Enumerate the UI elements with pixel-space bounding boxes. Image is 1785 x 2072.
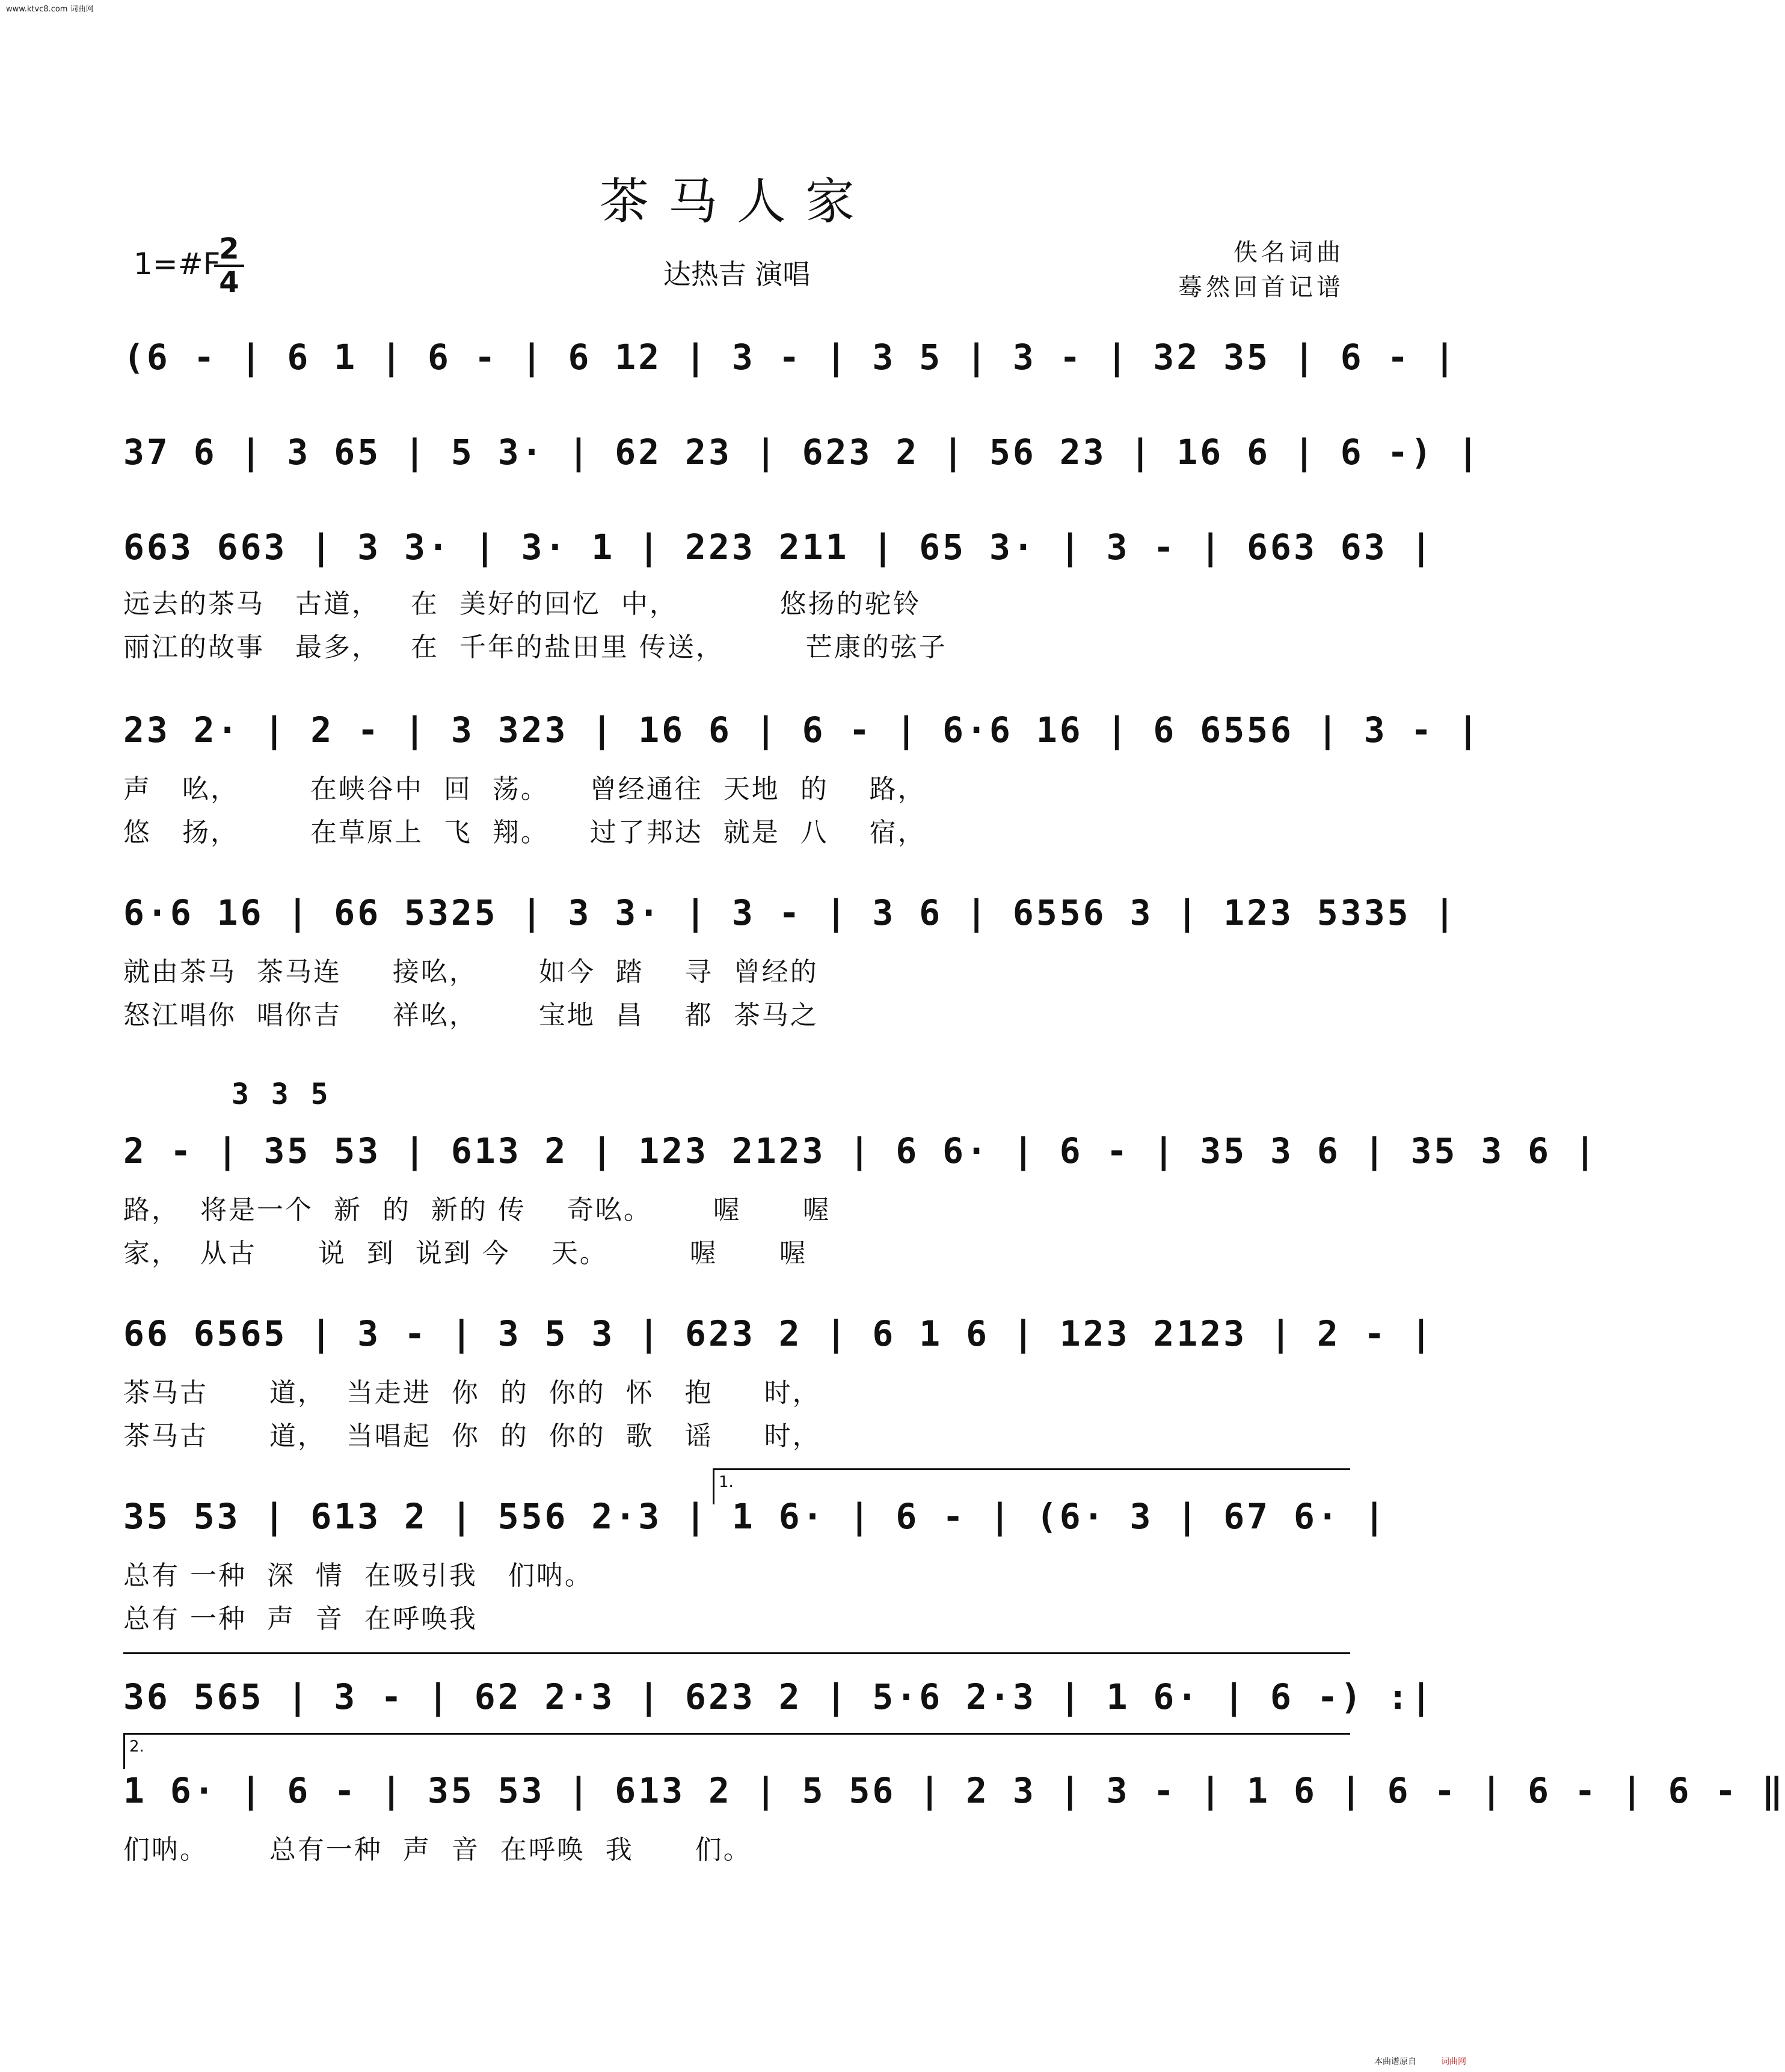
score-line-6: 2 - | 35 53 | 613 2 | 123 2123 | 6 6· | 6 - | 35 3 6 | 35 3 6 | [123, 1130, 1598, 1171]
score-line-1: (6 - | 6 1 | 6 - | 6 12 | 3 - | 3 5 | 3 - | 32 35 | 6 - | [123, 337, 1458, 378]
lyric-5-verse-2: 怒江唱你 唱你吉 祥吆， 宝地 昌 都 茶马之 [123, 1000, 819, 1031]
singer-line: 达热吉 演唱 [663, 258, 811, 290]
lyric-6-verse-2: 家， 从古 说 到 说到 今 天。 喔 喔 [123, 1238, 808, 1269]
lyric-5-verse-1: 就由茶马 茶马连 接吆， 如今 踏 寻 曾经的 [123, 957, 819, 987]
score-above-6: 3 3 5 [232, 1077, 331, 1111]
credit-lyricist: 佚名词曲 [1234, 239, 1344, 266]
score-line-10: 1 6· | 6 - | 35 53 | 613 2 | 5 56 | 2 3 | 3 - | 1 6 | 6 - | 6 - | 6 - ‖ [123, 1770, 1785, 1811]
credit-transcriber: 蓦然回首记谱 [1178, 274, 1344, 301]
lyric-7-verse-1: 茶马古 道， 当走进 你 的 你的 怀 抱 时， [123, 1378, 821, 1408]
site-watermark: www.ktvc8.com 词曲网 [6, 5, 94, 14]
score-line-5: 6·6 16 | 66 5325 | 3 3· | 3 - | 3 6 | 6556 3 | 123 5335 | [123, 892, 1458, 933]
score-line-8: 35 53 | 613 2 | 556 2·3 | 1 6· | 6 - | (6· 3 | 67 6· | [123, 1496, 1387, 1537]
lyric-3-verse-2: 丽江的故事 最多， 在 千年的盐田里 传送， 芒康的弦子 [123, 632, 947, 663]
time-sig-top: 2 [219, 232, 239, 266]
second-ending-label: 2. [129, 1738, 144, 1756]
lyric-4-verse-2: 悠 扬， 在草原上 飞 翔。 过了邦达 就是 八 宿， [123, 817, 926, 848]
score-line-4: 23 2· | 2 - | 3 323 | 16 6 | 6 - | 6·6 16 | 6 6556 | 3 - | [123, 710, 1481, 750]
lyric-8-verse-2: 总有 一种 声 音 在呼唤我 [123, 1604, 478, 1634]
footer-site: 词曲网 [1441, 2057, 1466, 2067]
score-line-7: 66 6565 | 3 - | 3 5 3 | 623 2 | 6 1 6 | 123 2123 | 2 - | [123, 1313, 1434, 1354]
score-line-9: 36 565 | 3 - | 62 2·3 | 623 2 | 5·6 2·3 | 1 6· | 6 -) :| [123, 1676, 1434, 1717]
lyric-10-verse-1: 们呐。 总有一种 声 音 在呼唤 我 们。 [123, 1834, 752, 1865]
first-ending-bracket [713, 1468, 1350, 1470]
lyric-4-verse-1: 声 吆， 在峡谷中 回 荡。 曾经通往 天地 的 路， [123, 774, 926, 805]
score-line-2: 37 6 | 3 65 | 5 3· | 62 23 | 623 2 | 56 23 | 16 6 | 6 -) | [123, 432, 1481, 473]
lyric-7-verse-2: 茶马古 道， 当唱起 你 的 你的 歌 谣 时， [123, 1421, 821, 1451]
lyric-6-verse-1: 路， 将是一个 新 的 新的 传 奇吆。 喔 喔 [123, 1195, 831, 1225]
score-line-3: 663 663 | 3 3· | 3· 1 | 223 211 | 65 3· | 3 - | 663 63 | [123, 527, 1434, 568]
lyric-8-verse-1: 总有 一种 深 情 在吸引我 们呐。 [123, 1560, 593, 1591]
second-ending-bracket [123, 1733, 1350, 1735]
footer-source: 本曲谱原自 [1374, 2057, 1416, 2067]
lyric-3-verse-1: 远去的茶马 古道， 在 美好的回忆 中， 悠扬的驼铃 [123, 589, 921, 619]
second-ending-bracket-left [123, 1733, 125, 1769]
time-sig-bottom: 4 [219, 266, 239, 299]
song-title: 茶马人家 [599, 173, 874, 230]
first-ending-label: 1. [719, 1473, 734, 1491]
key-label: 1=#F [134, 247, 221, 281]
first-ending-bracket-cont [123, 1652, 1350, 1654]
